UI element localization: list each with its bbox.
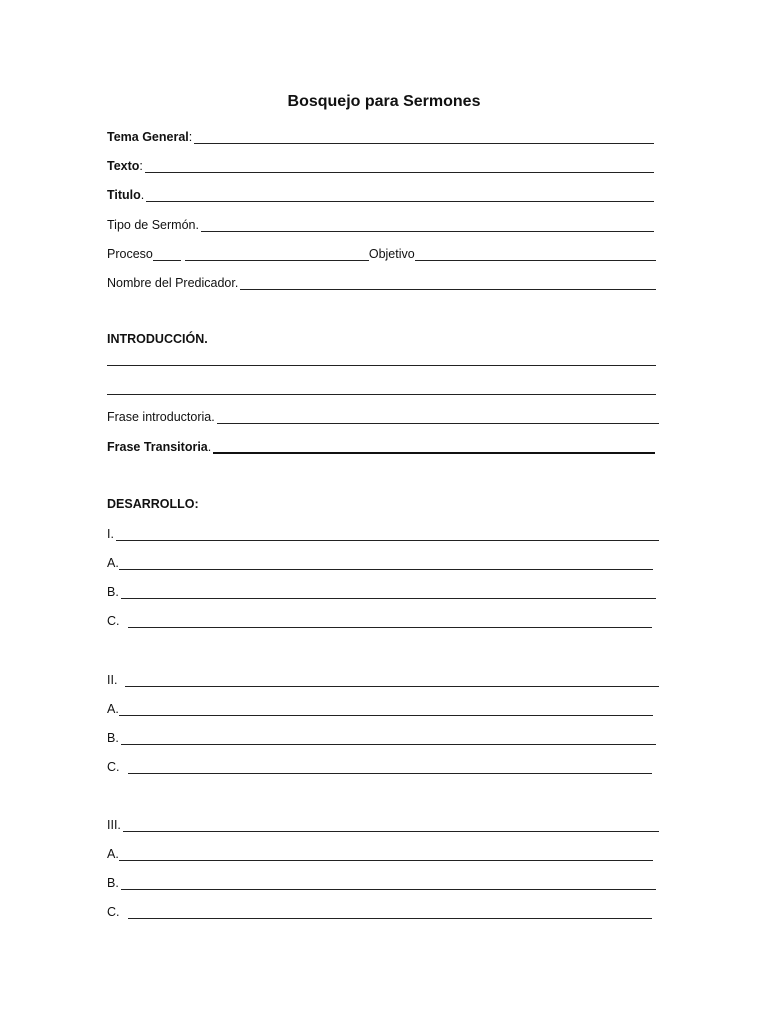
section-i-c-blank[interactable] (128, 615, 653, 628)
section-ii-a-label: A. (107, 702, 119, 716)
section-iii-b-label: B. (107, 876, 119, 890)
tipo-sermon-field[interactable] (107, 216, 654, 232)
section-ii-c-field[interactable] (107, 758, 652, 774)
section-iii-c-label: C. (107, 905, 120, 919)
section-ii-c-blank[interactable] (128, 761, 653, 774)
section-iii-a-label: A. (107, 847, 119, 861)
frase-transitoria-label: Frase Transitoria (107, 440, 208, 454)
tema-general-colon: : (188, 130, 193, 144)
desarrollo-heading: DESARROLLO: (107, 497, 199, 511)
proceso-extra-blank[interactable] (185, 248, 369, 261)
tema-general-blank[interactable] (194, 131, 654, 144)
introduccion-heading: INTRODUCCIÓN. (107, 332, 208, 346)
proceso-objetivo-field[interactable] (107, 245, 656, 261)
section-i-c-label: C. (107, 614, 120, 628)
section-ii-b-label: B. (107, 731, 119, 745)
section-i-blank[interactable] (116, 528, 659, 541)
section-i-numeral: I. (107, 527, 114, 541)
introduccion-line-1[interactable] (107, 350, 656, 366)
tipo-sermon-blank[interactable] (201, 219, 654, 232)
section-iii-a-field[interactable] (107, 845, 653, 861)
texto-label: Texto (107, 159, 140, 173)
texto-field[interactable] (107, 157, 654, 173)
frase-transitoria-field[interactable] (107, 438, 655, 454)
section-ii-b-blank[interactable] (121, 732, 656, 745)
introduccion-blank-2[interactable] (107, 382, 656, 395)
proceso-blank[interactable] (153, 248, 181, 261)
section-iii-c-field[interactable] (107, 903, 652, 919)
section-iii-c-blank[interactable] (128, 906, 653, 919)
section-i-b-label: B. (107, 585, 119, 599)
section-iii-blank[interactable] (123, 819, 659, 832)
section-ii-b-field[interactable] (107, 729, 656, 745)
section-iii-b-field[interactable] (107, 874, 656, 890)
tema-general-label: Tema General (107, 130, 189, 144)
section-i-field[interactable] (107, 525, 659, 541)
frase-introductoria-label: Frase introductoria. (107, 410, 215, 424)
section-ii-numeral: II. (107, 673, 118, 687)
titulo-blank[interactable] (146, 189, 654, 202)
section-i-c-field[interactable] (107, 612, 652, 628)
nombre-predicador-field[interactable] (107, 274, 656, 290)
section-i-b-field[interactable] (107, 583, 656, 599)
tipo-sermon-label: Tipo de Sermón. (107, 218, 199, 232)
section-i-b-blank[interactable] (121, 586, 656, 599)
frase-introductoria-field[interactable] (107, 408, 659, 424)
objetivo-blank[interactable] (415, 248, 656, 261)
titulo-label: Titulo (107, 188, 141, 202)
section-ii-blank[interactable] (125, 674, 659, 687)
texto-blank[interactable] (145, 160, 654, 173)
nombre-predicador-label: Nombre del Predicador. (107, 276, 239, 290)
nombre-predicador-blank[interactable] (240, 277, 656, 290)
document-title: Bosquejo para Sermones (287, 93, 481, 110)
proceso-label: Proceso (107, 247, 153, 261)
frase-introductoria-blank[interactable] (217, 411, 659, 424)
section-ii-a-blank[interactable] (119, 703, 653, 716)
texto-colon: : (139, 159, 143, 173)
section-iii-b-blank[interactable] (121, 877, 656, 890)
objetivo-label: Objetivo (368, 247, 415, 261)
section-i-a-field[interactable] (107, 554, 653, 570)
section-iii-numeral: III. (107, 818, 121, 832)
titulo-field[interactable] (107, 186, 654, 202)
tema-general-field[interactable] (107, 128, 654, 144)
section-iii-field[interactable] (107, 816, 659, 832)
introduccion-blank-1[interactable] (107, 353, 656, 366)
section-iii-a-blank[interactable] (119, 848, 653, 861)
section-i-a-label: A. (107, 556, 119, 570)
section-i-a-blank[interactable] (119, 557, 653, 570)
section-ii-a-field[interactable] (107, 700, 653, 716)
frase-transitoria-dot: . (207, 440, 212, 454)
titulo-dot: . (140, 188, 145, 202)
section-ii-c-label: C. (107, 760, 120, 774)
section-ii-field[interactable] (107, 671, 659, 687)
introduccion-line-2[interactable] (107, 379, 656, 395)
frase-transitoria-blank[interactable] (213, 440, 655, 454)
